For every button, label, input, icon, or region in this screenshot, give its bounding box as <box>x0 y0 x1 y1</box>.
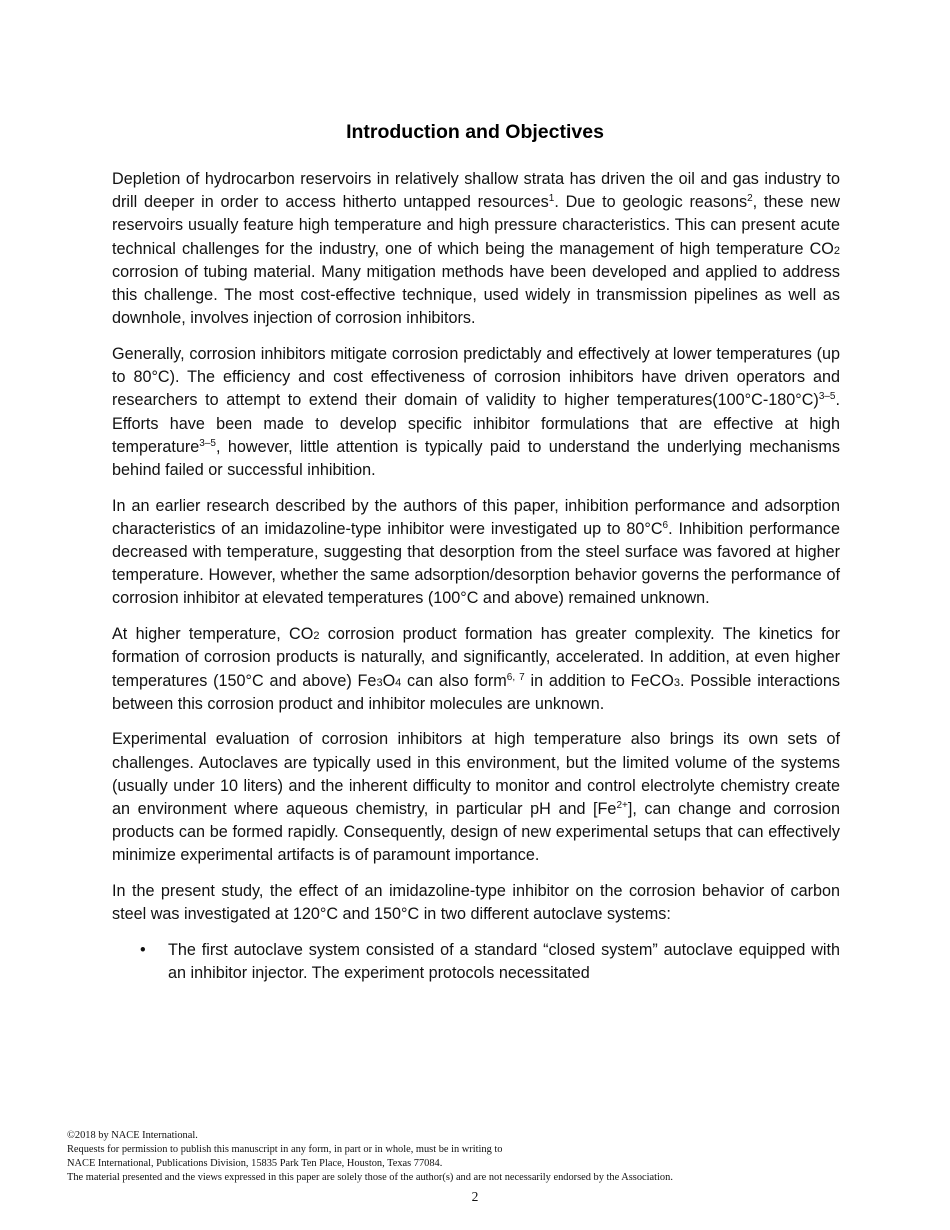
paragraph-4: At higher temperature, CO2 corrosion product formation has greater complexity. The kinetics for formation of corrosion products is naturally, and significantly, accelerated. In addition, at even higher temperatures (150°C and above) Fe3O4 can also form$^{6, 7}$ in addition to FeCO3. Possible interactions between this corrosion product and inhibitor molecules are unknown. <box>112 625 840 713</box>
page-number: 2 <box>471 1189 479 1204</box>
citation-ref: 2 <box>747 193 753 205</box>
citation-ref: 6 <box>662 519 669 531</box>
footer-line: NACE International, Publications Division, 15835 Park Ten Place, Houston, Texas 77084. <box>67 1158 443 1169</box>
paragraph-2: Generally, corrosion inhibitors mitigate corrosion predictably and effectively at lower temperatures (up to 80°C). The efficiency and cost effectiveness of corrosion inhibitors have driven operators and researchers to attempt to extend their domain of validity to higher $temperatures(100^\circ C-180^\circ C)^{3-5}$. Efforts have been made to develop specific inhibitor formulations that are effective at high temperature$^{3-5}$, however, little attention is typically paid to understand the underlying mechanisms behind failed or successful inhibition. <box>112 344 840 479</box>
subscript: 3 <box>376 676 383 689</box>
paragraph-6: In the present study, the effect of an imidazoline-type inhibitor on the corrosion behavior of carbon steel was investigated at 120°C and 150°C in two different autoclave systems: <box>112 882 840 924</box>
subscript: 2 <box>313 630 320 643</box>
citation-ref: 6, 7 <box>506 671 525 683</box>
bullet-icon: • <box>140 941 146 960</box>
subscript: 3 <box>673 676 680 689</box>
citation-ref: 3–5 <box>818 391 836 403</box>
bullet-list <box>112 939 840 985</box>
paragraph-1: Depletion of hydrocarbon reservoirs in relatively shallow strata has driven the oil and gas industry to drill deeper in order to access hitherto untapped resources$^1$. Due to geologic reasons$^2$, these new reservoirs usually feature high temperature and high pressure characteristics. This can present acute technical challenges for the industry, one of which being the management of high temperature CO2 corrosion of tubing material. Many mitigation methods have been developed and applied to address this challenge. The most cost-effective technique, used widely in transmission pipelines as well as downhole, involves injection of corrosion inhibitors. <box>112 170 840 328</box>
subscript: 4 <box>395 676 402 689</box>
footer-line: ©2018 by NACE International. <box>67 1130 198 1141</box>
list-item: • The first autoclave system consisted of a standard “closed system” autoclave equipped with an inhibitor injector. The experiment protocols necessitated <box>140 941 840 983</box>
citation-ref: 3–5 <box>199 437 216 449</box>
section-heading: Introduction and Objectives <box>346 121 604 143</box>
superscript: 2+ <box>616 800 628 812</box>
paragraph-3: In an earlier research described by the authors of this paper, inhibition performance and adsorption characteristics of an imidazoline-type inhibitor were investigated up to $80^\circ C^6$. Inhibition performance decreased with temperature, suggesting that desorption from the steel surface was favored at higher temperature. However, whether the same adsorption/desorption behavior governs the performance of corrosion inhibitor at elevated temperatures (100°C and above) remained unknown. <box>112 496 841 608</box>
section-body <box>112 168 840 986</box>
footer-line: The material presented and the views expressed in this paper are solely those of the author(s) and are not necessarily endorsed by the Association. <box>67 1172 673 1183</box>
footer-line: Requests for permission to publish this manuscript in any form, in part or in whole, must be in writing to <box>67 1144 503 1155</box>
paragraph-5: Experimental evaluation of corrosion inhibitors at high temperature also brings its own sets of challenges. Autoclaves are typically used in this environment, but the limited volume of the systems (usually under 10 liters) and the inherent difficulty to monitor and control electrolyte chemistry create an environment where aqueous chemistry, in particular pH and $[Fe^{2+}]$, can change and corrosion products can be formed rapidly. Consequently, design of new experimental setups that can effectively minimize experimental artifacts is of paramount importance. <box>112 730 840 865</box>
subscript: 2 <box>833 244 840 257</box>
citation-ref: 1 <box>548 193 555 205</box>
copyright-footer <box>67 1129 887 1185</box>
